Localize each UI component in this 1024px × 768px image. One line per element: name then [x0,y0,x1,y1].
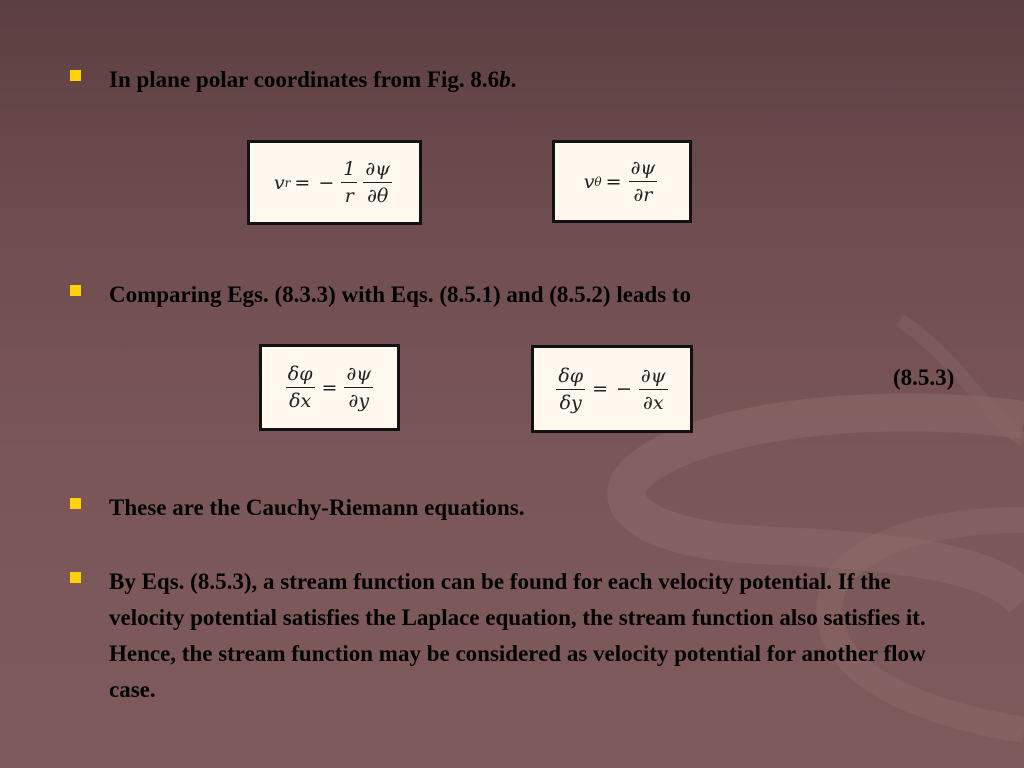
bullet-marker [70,70,81,81]
bullet-text: By Eqs. (8.5.3), a stream function can be found for each velocity potential. If the velocity potential satisfies the Laplace equation, the stream function also satisfies it. Hence, the stream function may be considered as velocity potential for another flow case. [109,569,926,702]
equation-vtheta: v θ = $\frac{\partial\psi}{\partial r}$ [552,140,692,223]
equation-number: (8.5.3) [893,365,955,390]
bullet-text: Comparing Egs. (8.3.3) with Eqs. (8.5.1) and (8.5.2) leads to [109,282,692,307]
bullet-marker [70,572,81,583]
bullet-text: These are the Cauchy-Riemann equations. [109,495,525,520]
bullet-item-stream-function [70,564,940,708]
bullet-item-comparing [70,277,984,313]
bullet-marker [70,285,81,296]
bullet-item-polar [70,62,984,98]
bullet-text: In plane polar coordinates from Fig. 8.6b. [109,67,517,92]
equation-cauchy-riemann-2: $\frac{\delta\varphi}{\delta y}$ = − $\frac{\partial\psi}{\partial x}$ [531,345,693,433]
equation-vr: v r = − $\frac{1}{r}$ $\frac{\partial\psi}{\partial\theta}$ [247,140,422,225]
bullet-item-cauchy-riemann [70,490,984,526]
bullet-marker [70,498,81,509]
equation-cauchy-riemann-1: $\frac{\delta\varphi}{\delta x}$ = $\frac{\partial\psi}{\partial y}$ [259,344,400,431]
